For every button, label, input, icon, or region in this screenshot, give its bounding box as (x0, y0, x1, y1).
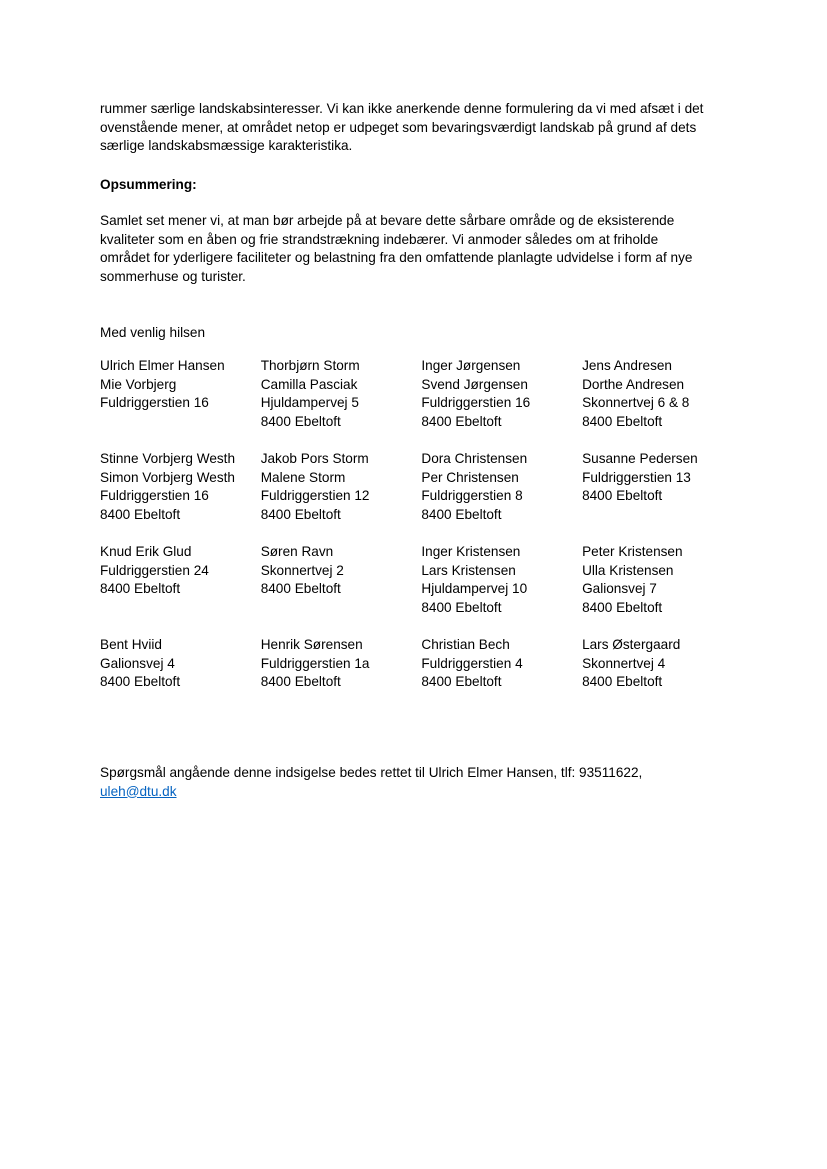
signatory-line: 8400 Ebeltoft (100, 506, 181, 522)
signatory-block (421, 636, 582, 710)
signatory-line: 8400 Ebeltoft (421, 506, 502, 522)
signatory-name: Lars Østergaard (582, 636, 681, 652)
signatory-line: Hjuldampervej 5 (260, 395, 359, 411)
signatory-line: 8400 Ebeltoft (421, 674, 502, 690)
signatory-block (100, 450, 261, 524)
contact-info (100, 764, 740, 801)
signatory-line: Fuldriggerstien 24 (100, 562, 209, 578)
signatory-line: 8400 Ebeltoft (100, 581, 181, 597)
signatory-line: Hjuldampervej 10 (421, 581, 528, 597)
intro-line: ovenstående mener, at området netop er udpeget som bevaringsværdigt landskab på grund af dets (100, 119, 697, 135)
signatory-line: 8400 Ebeltoft (260, 581, 341, 597)
signatory-line: Per Christensen (421, 469, 519, 485)
signatory-line: Fuldriggerstien 1a (260, 655, 370, 671)
signatory-line: Fuldriggerstien 16 (100, 488, 209, 504)
signatory-line: Dorthe Andresen (582, 376, 685, 392)
intro-line: særlige landskabsmæssige karakteristika. (100, 138, 353, 154)
intro-paragraph (100, 100, 740, 156)
signatory-line: 8400 Ebeltoft (260, 674, 341, 690)
signatory-block (261, 636, 422, 710)
signatory-line: Fuldriggerstien 13 (582, 469, 691, 485)
signatory-name: Knud Erik Glud (100, 543, 192, 559)
signatory-line: Mie Vorbjerg (100, 376, 177, 392)
signatory-name: Susanne Pedersen (582, 450, 698, 466)
signatory-block (100, 543, 261, 617)
summary-line: kvaliteter som en åben og frie strandstrækning indebærer. Vi anmoder således om at friholde (100, 231, 659, 247)
signatory-name: Jakob Pors Storm (260, 450, 369, 466)
greeting: Med venlig hilsen (100, 325, 206, 340)
summary-heading: Opsummering: (100, 177, 197, 192)
signatory-name: Søren Ravn (260, 543, 334, 559)
signatory-line: 8400 Ebeltoft (582, 599, 663, 615)
signatory-line: Skonnertvej 4 (582, 655, 666, 671)
signatory-line: Malene Storm (260, 469, 346, 485)
signatory-name: Christian Bech (421, 636, 510, 652)
signatory-name: Thorbjørn Storm (260, 358, 360, 373)
signatory-line: 8400 Ebeltoft (582, 674, 663, 690)
signatory-block (261, 357, 422, 431)
signatory-line: 8400 Ebeltoft (582, 488, 663, 504)
signatory-line: Ulla Kristensen (582, 562, 674, 578)
summary-paragraph (100, 212, 740, 286)
signatory-line: 8400 Ebeltoft (421, 413, 502, 429)
signatory-block (100, 636, 261, 710)
signatory-line: 8400 Ebeltoft (260, 413, 341, 429)
contact-text: Spørgsmål angående denne indsigelse bedes rettet til Ulrich Elmer Hansen, tlf: 93511622, (100, 765, 643, 780)
signatory-line: Camilla Pasciak (260, 376, 358, 392)
signatory-line: Fuldriggerstien 16 (100, 395, 209, 411)
signatory-line: Galionsvej 4 (100, 655, 175, 671)
signatory-line: 8400 Ebeltoft (100, 674, 181, 690)
signatory-line: Galionsvej 7 (582, 581, 657, 597)
signatory-name: Inger Jørgensen (421, 358, 521, 373)
signatory-block (582, 543, 743, 617)
signatory-block (100, 357, 261, 431)
signatory-name: Bent Hviid (100, 636, 162, 652)
signatory-name: Jens Andresen (582, 358, 672, 373)
summary-line: Samlet set mener vi, at man bør arbejde på at bevare dette sårbare område og de eksisterende (100, 213, 675, 228)
signatory-line: Fuldriggerstien 12 (260, 488, 370, 504)
signatory-line: Fuldriggerstien 16 (421, 395, 531, 411)
signatory-block (582, 357, 743, 431)
signatory-line: 8400 Ebeltoft (582, 413, 663, 429)
summary-line: sommerhuse og turister. (100, 268, 246, 284)
email-link[interactable]: uleh@dtu.dk (100, 783, 177, 799)
signatory-line: Fuldriggerstien 8 (421, 488, 523, 504)
signatory-line: 8400 Ebeltoft (260, 506, 341, 522)
signatory-line: 8400 Ebeltoft (421, 599, 502, 615)
signatory-block (261, 450, 422, 524)
signatory-block (421, 357, 582, 431)
signatory-line: Simon Vorbjerg Westh (100, 469, 235, 485)
signatory-name: Dora Christensen (421, 450, 528, 466)
signatory-block (421, 450, 582, 524)
signatory-line: Svend Jørgensen (421, 376, 528, 392)
signatory-grid (100, 357, 740, 710)
signatory-block (582, 450, 743, 524)
signatory-block (421, 543, 582, 617)
signatory-line: Fuldriggerstien 4 (421, 655, 523, 671)
summary-line: området for yderligere faciliteter og belastning fra den omfattende planlagte udvidelse i form af nye (100, 250, 693, 266)
signatory-block (261, 543, 422, 617)
signatory-name: Inger Kristensen (421, 543, 521, 559)
signatory-name: Ulrich Elmer Hansen (100, 358, 225, 373)
signatory-name: Peter Kristensen (582, 543, 683, 559)
signatory-line: Lars Kristensen (421, 562, 516, 578)
intro-line: rummer særlige landskabsinteresser. Vi kan ikke anerkende denne formulering da vi med afsæt i det (100, 101, 704, 116)
signatory-name: Henrik Sørensen (260, 636, 363, 652)
signatory-name: Stinne Vorbjerg Westh (100, 450, 236, 466)
signatory-block (582, 636, 743, 710)
signatory-line: Skonnertvej 6 & 8 (582, 395, 690, 411)
signatory-line: Skonnertvej 2 (260, 562, 344, 578)
